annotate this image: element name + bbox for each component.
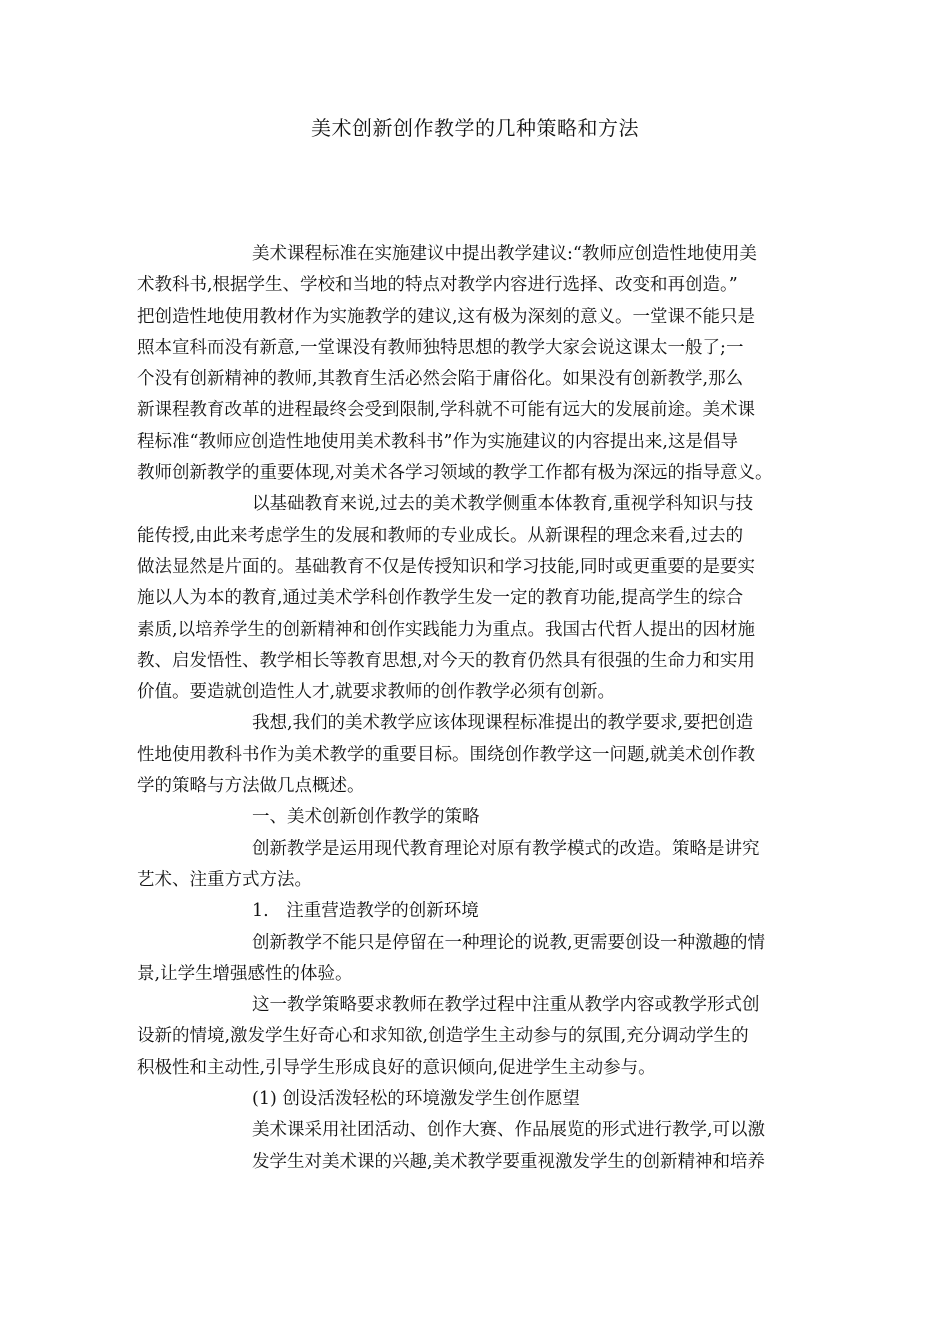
body-line: 我想,我们的美术教学应该体现课程标准提出的教学要求,要把创造 [252,713,754,734]
body-line: 把创造性地使用教材作为实施教学的建议,这有极为深刻的意义。一堂课不能只是 [137,306,756,327]
body-line: 这一教学策略要求教师在教学过程中注重从教学内容或教学形式创 [252,995,760,1016]
body-line: 价值。要造就创造性人才,就要求教师的创作教学必须有创新。 [137,682,616,703]
section-heading: 一、美术创新创作教学的策略 [252,807,480,828]
body-line: 术教科书,根据学生、学校和当地的特点对教学内容进行选择、改变和再创造。” [137,275,738,296]
document-title: 美术创新创作教学的几种策略和方法 [311,116,639,140]
document-body [137,239,827,1178]
subsection-heading: 1. 注重营造教学的创新环境 [252,901,479,922]
body-line: 学的策略与方法做几点概述。 [137,776,365,797]
body-line: 个没有创新精神的教师,其教育生活必然会陷于庸俗化。如果没有创新教学,那么 [137,369,744,390]
body-line: 照本宣科而没有新意,一堂课没有教师独特思想的教学大家会说这课太一般了;一 [137,337,744,358]
body-line: 教、启发悟性、教学相长等教育思想,对今天的教育仍然具有很强的生命力和实用 [137,650,756,671]
body-line: 设新的情境,激发学生好奇心和求知欲,创造学生主动参与的氛围,充分调动学生的 [137,1026,749,1047]
body-line: 美术课采用社团活动、创作大赛、作品展览的形式进行教学,可以激 [252,1120,766,1141]
body-line: 创新教学不能只是停留在一种理论的说教,更需要创设一种激趣的情 [252,932,766,953]
body-line: 景,让学生增强感性的体验。 [137,963,353,984]
body-line: 艺术、注重方式方法。 [137,869,312,890]
body-line: 能传授,由此来考虑学生的发展和教师的专业成长。从新课程的理念来看,过去的 [137,525,744,546]
body-line: 施以人为本的教育,通过美术学科创作教学生发一定的教育功能,提高学生的综合 [137,588,744,609]
body-line: 做法显然是片面的。基础教育不仅是传授知识和学习技能,同时或更重要的是要实 [137,556,756,577]
body-line: 素质,以培养学生的创新精神和创作实践能力为重点。我国古代哲人提出的因材施 [137,619,756,640]
body-line: 程标准“教师应创造性地使用美术教科书”作为实施建议的内容提出来,这是倡导 [137,431,738,452]
body-line: 发学生对美术课的兴趣,美术教学要重视激发学生的创新精神和培养 [252,1151,766,1172]
body-line: 美术课程标准在实施建议中提出教学建议:“教师应创造性地使用美 [252,244,757,264]
body-line: 性地使用教科书作为美术教学的重要目标。围绕创作教学这一问题,就美术创作教 [137,744,756,765]
subsection-heading: (1) 创设活泼轻松的环境激发学生创作愿望 [252,1089,580,1110]
body-line: 创新教学是运用现代教育理论对原有教学模式的改造。策略是讲究 [252,838,760,859]
body-line: 教师创新教学的重要体现,对美术各学习领域的教学工作都有极为深远的指导意义。 [137,463,773,484]
body-line: 新课程教育改革的进程最终会受到限制,学科就不可能有远大的发展前途。美术课 [137,400,756,421]
body-line: 积极性和主动性,引导学生形成良好的意识倾向,促进学生主动参与。 [137,1057,656,1078]
body-line: 以基础教育来说,过去的美术教学侧重本体教育,重视学科知识与技 [252,494,754,515]
